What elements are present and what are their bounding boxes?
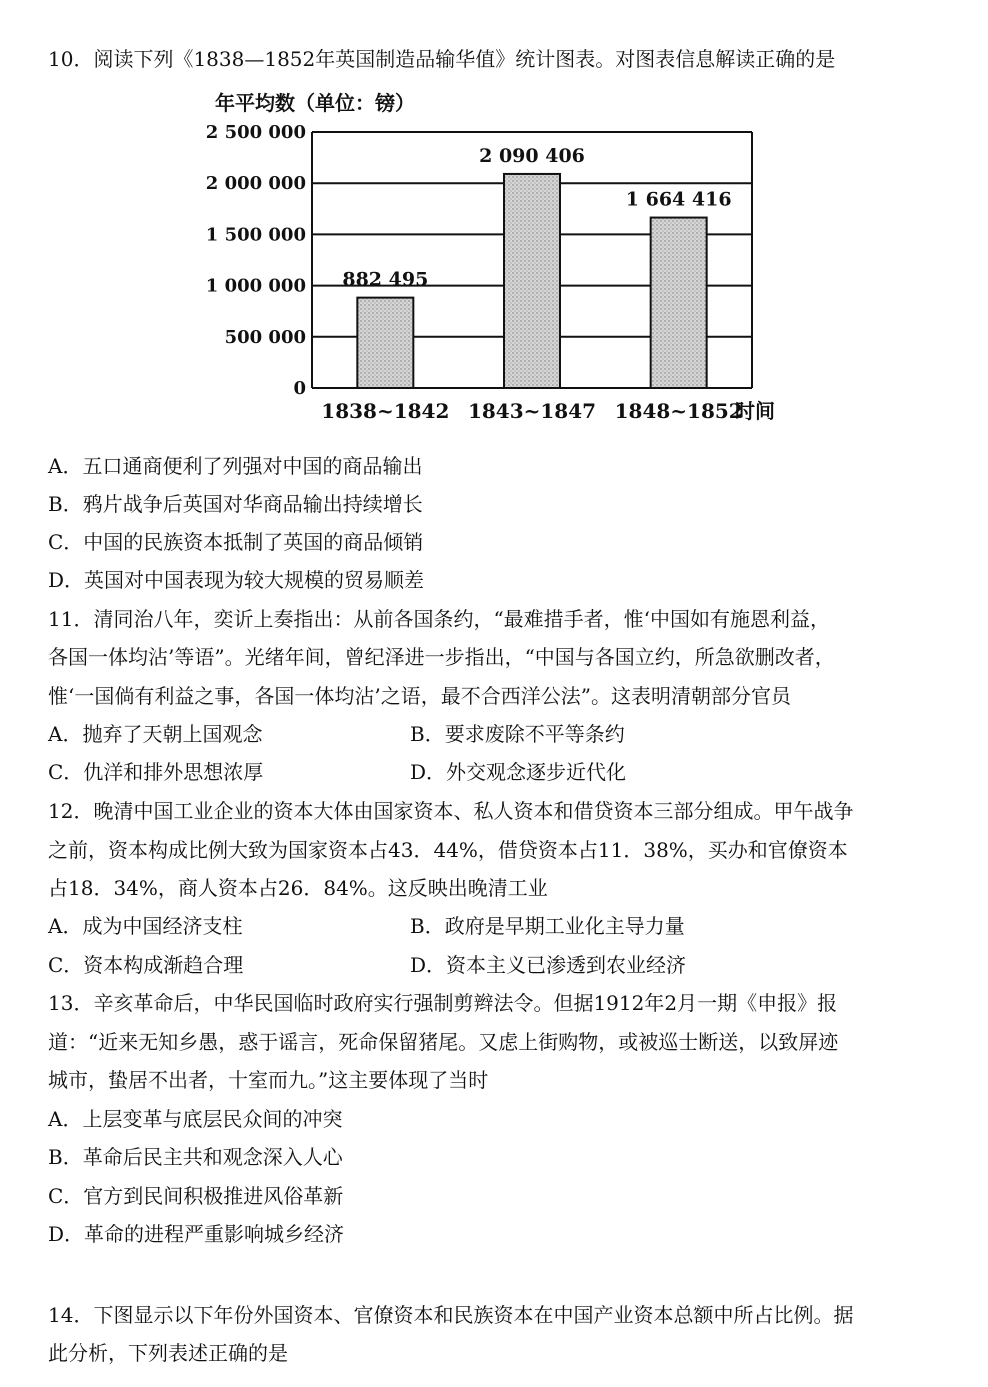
q12-option-c: C．资本构成渐趋合理 <box>48 953 244 977</box>
q11-option-b: B．要求废除不平等条约 <box>410 722 625 746</box>
y-tick-label: 2 000 000 <box>205 173 306 195</box>
bar-value-label: 1 664 416 <box>625 188 732 211</box>
bar-chart <box>180 88 800 433</box>
q14-stem-line-2: 此分析，下列表述正确的是 <box>48 1341 288 1365</box>
y-tick-label: 2 500 000 <box>205 122 306 143</box>
q13-option-b: B．革命后民主共和观念深入人心 <box>48 1145 343 1169</box>
q12-stem-line-3: 占18．34%，商人资本占26．84%。这反映出晚清工业 <box>48 876 548 900</box>
q10-option-d: D．英国对中国表现为较大规模的贸易顺差 <box>48 568 425 592</box>
bar <box>504 174 560 388</box>
q13-stem-line-1: 13．辛亥革命后，中华民国临时政府实行强制剪辫法令。但据1912年2月一期《申报》报 <box>48 991 838 1015</box>
x-axis-label: 时间 <box>735 399 775 423</box>
q12-option-d: D．资本主义已渗透到农业经济 <box>410 953 687 977</box>
bar-value-label: 882 495 <box>342 268 429 291</box>
y-tick-label: 1 000 000 <box>205 275 306 297</box>
x-tick-label: 1838~1842 <box>321 399 450 423</box>
bar-value-label: 2 090 406 <box>479 144 585 167</box>
y-tick-label: 1 500 000 <box>205 224 306 246</box>
q12-option-b: B．政府是早期工业化主导力量 <box>410 914 685 938</box>
chart-title: 年平均数（单位：镑） <box>215 91 415 115</box>
q10-option-c: C．中国的民族资本抵制了英国的商品倾销 <box>48 530 424 554</box>
q11-option-d: D．外交观念逐步近代化 <box>410 760 627 784</box>
q13-option-d: D．革命的进程严重影响城乡经济 <box>48 1222 345 1246</box>
y-tick-labels <box>206 122 306 399</box>
q12-stem-line-1: 12．晚清中国工业企业的资本大体由国家资本、私人资本和借贷资本三部分组成。甲午战争 <box>48 799 854 823</box>
q11-stem-line-2: 各国一体均沾’等语”。光绪年间，曾纪泽进一步指出，“中国与各国立约，所急欲删改者， <box>48 645 835 669</box>
q12-option-a: A．成为中国经济支柱 <box>48 914 243 938</box>
q10-option-b: B．鸦片战争后英国对华商品输出持续增长 <box>48 492 423 516</box>
q13-option-a: A．上层变革与底层民众间的冲突 <box>48 1107 343 1131</box>
q10-stem: 10．阅读下列《1838—1852年英国制造品输华值》统计图表。对图表信息解读正确的是 <box>48 47 836 71</box>
x-tick-label: 1843~1847 <box>467 399 597 423</box>
q11-stem-line-1: 11．清同治八年，奕䜣上奏指出：从前各国条约，“最难措手者，惟‘中国如有施恩利益， <box>48 607 831 631</box>
q14-stem-line-1: 14．下图显示以下年份外国资本、官僚资本和民族资本在中国产业资本总额中所占比例。据 <box>48 1303 854 1327</box>
y-tick-label: 0 <box>293 378 306 399</box>
x-tick-label: 1848~1852 <box>614 399 743 423</box>
q12-stem-line-2: 之前，资本构成比例大致为国家资本占43．44%，借贷资本占11．38%，买办和官僚资本 <box>48 838 848 862</box>
q11-stem-line-3: 惟‘一国倘有利益之事，各国一体均沾’之语，最不合西洋公法”。这表明清朝部分官员 <box>48 684 791 708</box>
q13-stem-line-3: 城市，蛰居不出者，十室而九。”这主要体现了当时 <box>48 1068 489 1092</box>
x-tick-labels <box>321 399 742 423</box>
bar <box>357 298 413 388</box>
bar <box>651 218 707 388</box>
q11-option-c: C．仇洋和排外思想浓厚 <box>48 760 264 784</box>
q11-option-a: A．抛弃了天朝上国观念 <box>48 722 263 746</box>
q10-option-a: A．五口通商便利了列强对中国的商品输出 <box>48 454 423 478</box>
y-tick-label: 500 000 <box>224 326 306 348</box>
q13-option-c: C．官方到民间积极推进风俗革新 <box>48 1184 344 1208</box>
q13-stem-line-2: 道：“近来无知乡愚，惑于谣言，死命保留猪尾。又虑上街购物，或被巡士断送，以致屏迹 <box>48 1030 839 1054</box>
